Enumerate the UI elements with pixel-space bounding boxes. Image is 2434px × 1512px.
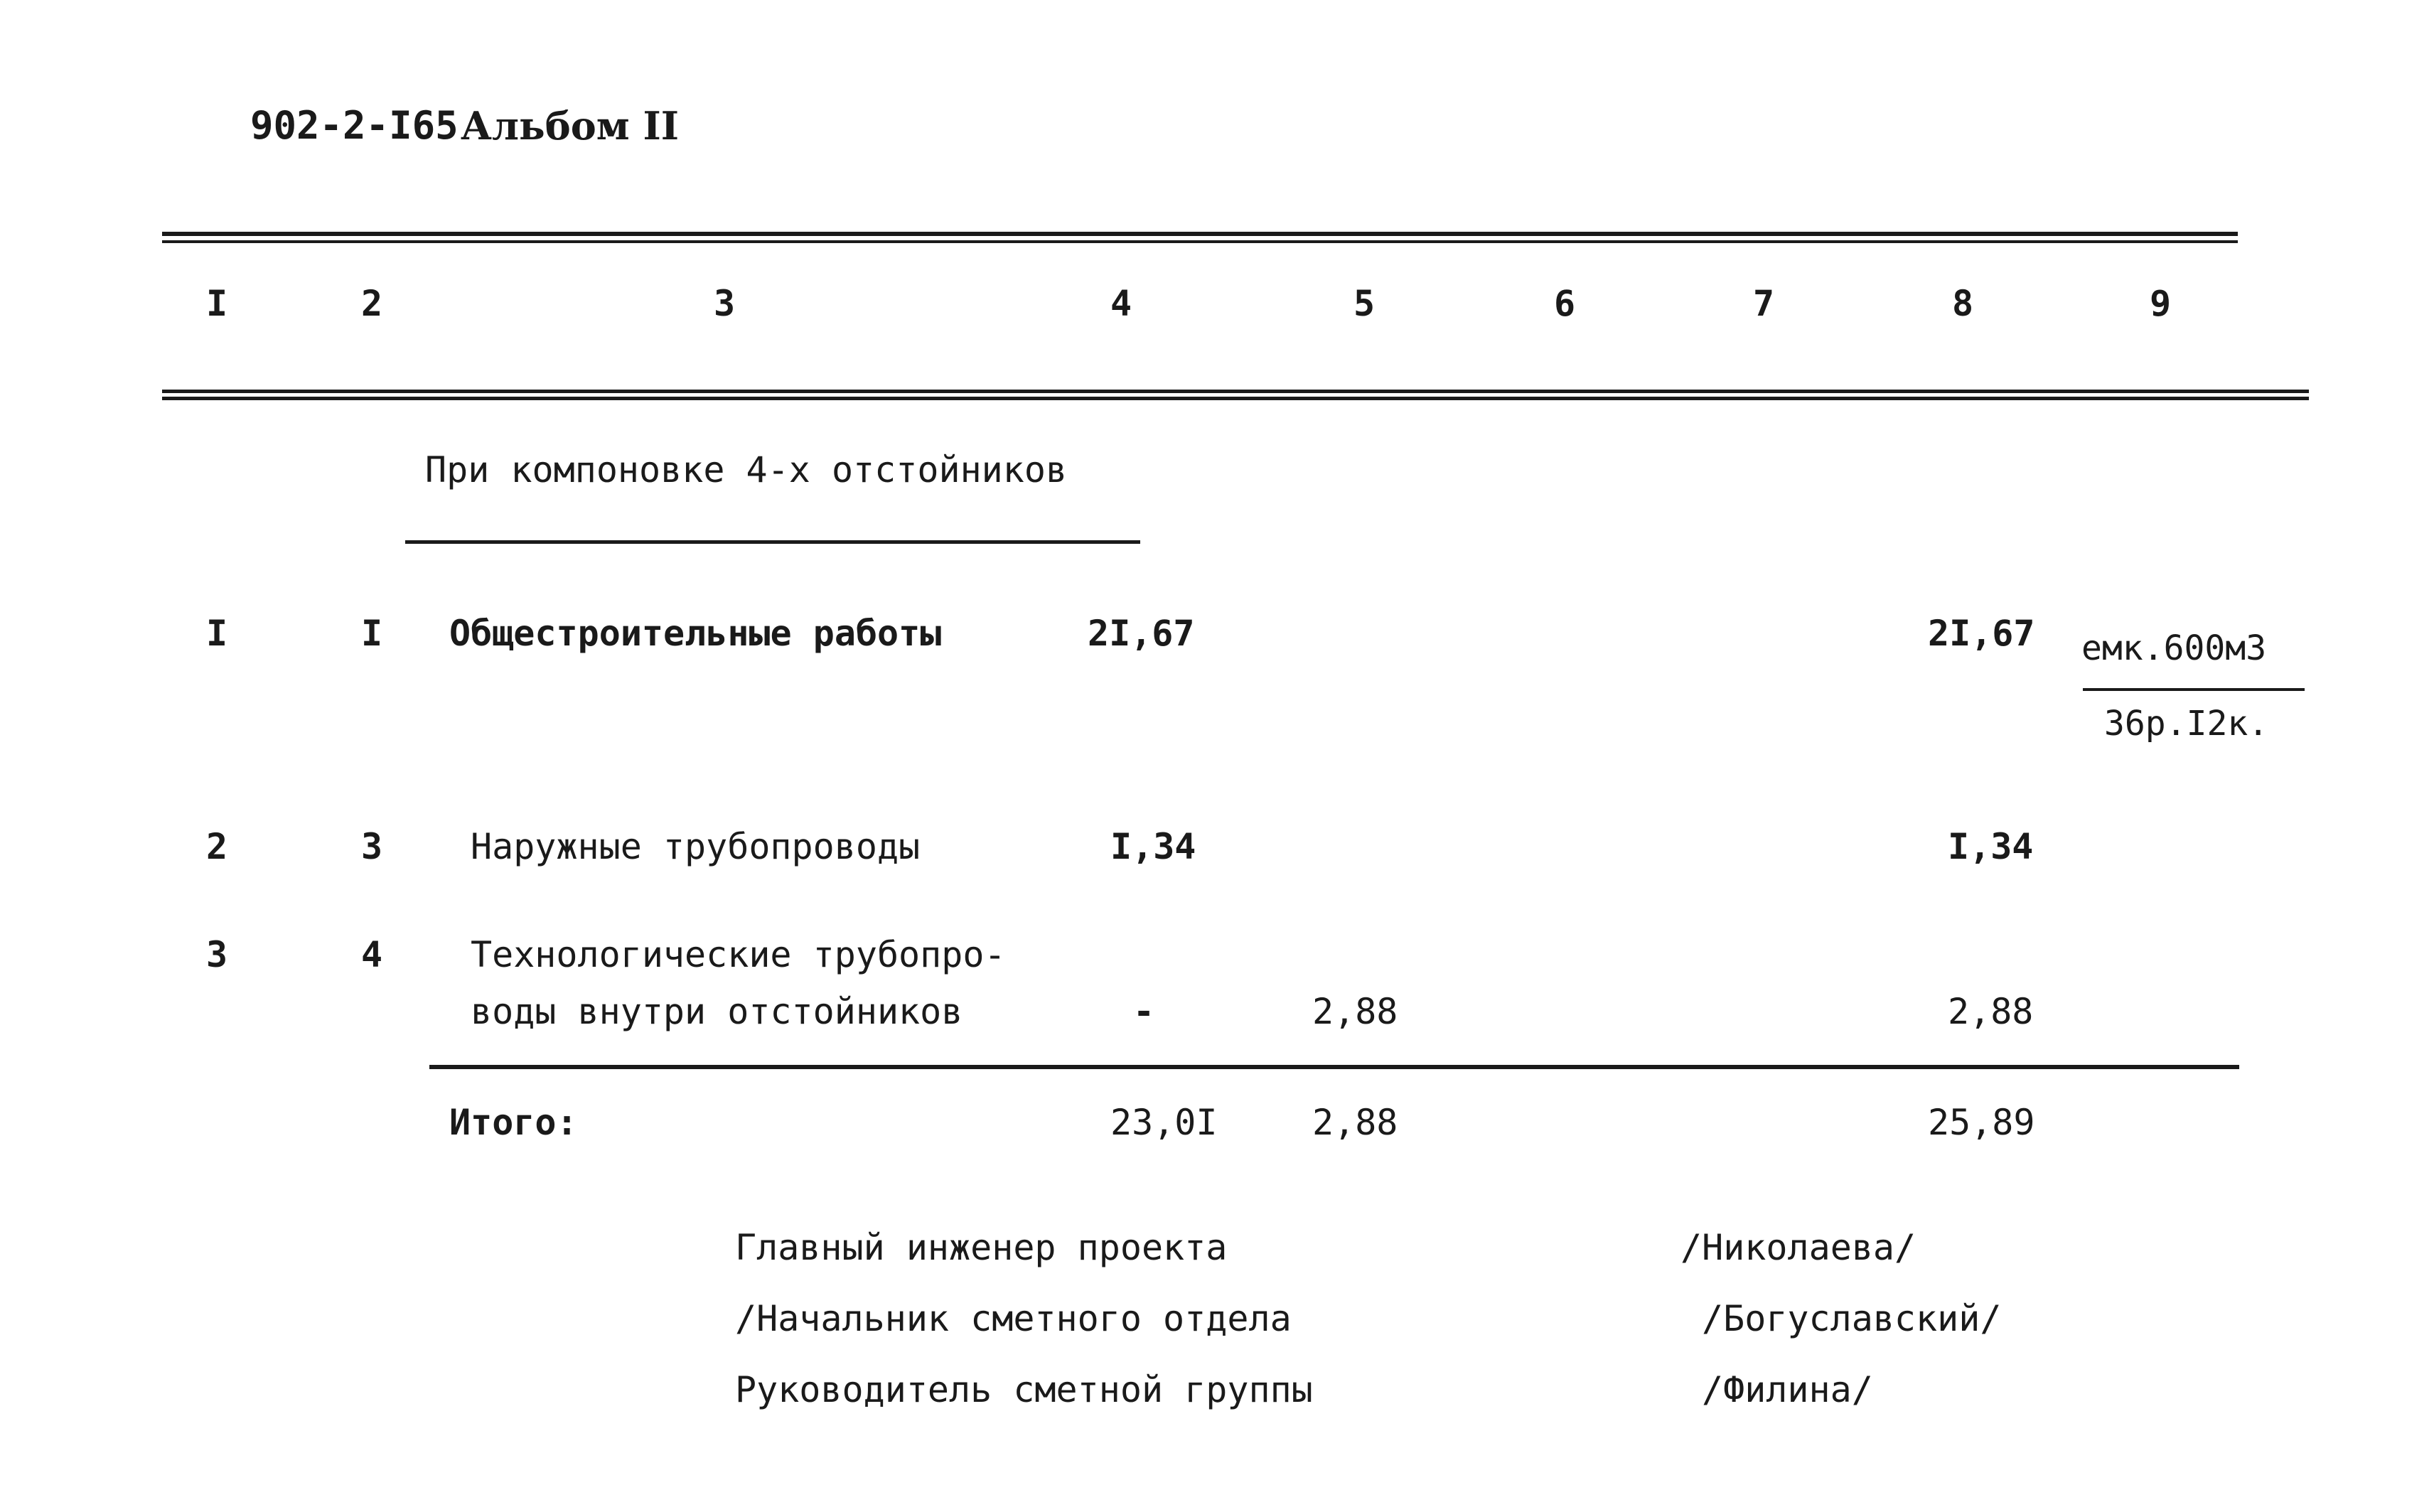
row-1-col8: 2I,67 [1928,613,2035,654]
row-2-col4: I,34 [1110,826,1196,867]
column-header-4: 4 [1110,283,1132,324]
column-header-3: 3 [714,283,736,324]
column-header-6: 6 [1554,283,1576,324]
row-2-name: Наружные трубопроводы [471,826,921,867]
signature-role-2: /Начальник сметного отдела [735,1298,1292,1339]
total-col8: 25,89 [1928,1102,2035,1143]
column-header-1: I [206,283,228,324]
section-title-underline [405,540,1140,544]
signature-role-3: Руководитель сметной группы [735,1369,1313,1410]
signature-name-1: /Николаева/ [1680,1227,1916,1268]
album-label: Альбом II [461,103,679,149]
column-header-8: 8 [1952,283,1974,324]
section-title: При компоновке 4-х отстойников [425,449,1068,490]
signature-name-3: /Филина/ [1702,1369,1873,1410]
row-1-note-divider [2083,688,2305,691]
top-rule-1 [162,232,2238,236]
row-1-note-top: емк.600м3 [2081,628,2267,668]
row-1-note-bottom: 36р.I2к. [2104,704,2269,744]
total-label: Итого: [449,1102,578,1143]
row-3-ref: 4 [361,934,383,975]
total-col4: 23,0I [1110,1102,1218,1143]
column-header-2: 2 [361,283,383,324]
row-3-name-line1: Технологические трубопро- [471,934,1006,975]
signature-role-1: Главный инженер проекта [735,1227,1228,1268]
top-rule-2 [162,240,2238,243]
row-3-number: 3 [206,934,228,975]
column-header-7: 7 [1753,283,1775,324]
document-code: 902-2-I65 [250,103,459,148]
row-2-number: 2 [206,826,228,867]
row-1-number: I [206,613,228,654]
row-3-col5: 2,88 [1312,991,1398,1032]
header-rule-2 [162,397,2309,400]
column-header-5: 5 [1353,283,1376,324]
row-2-col8: I,34 [1948,826,2034,867]
column-header-9: 9 [2150,283,2172,324]
row-3-col8: 2,88 [1948,991,2034,1032]
signature-name-2: /Богуславский/ [1702,1298,2002,1339]
total-col5: 2,88 [1312,1102,1398,1143]
row-1-ref: I [361,613,383,654]
row-1-col4: 2I,67 [1088,613,1195,654]
header-rule-1 [162,390,2309,393]
row-2-ref: 3 [361,826,383,867]
row-3-col4: - [1133,991,1155,1032]
row-3-name-line2: воды внутри отстойников [471,991,963,1032]
row-1-name: Общестроительные работы [449,613,942,654]
total-rule [429,1065,2239,1069]
